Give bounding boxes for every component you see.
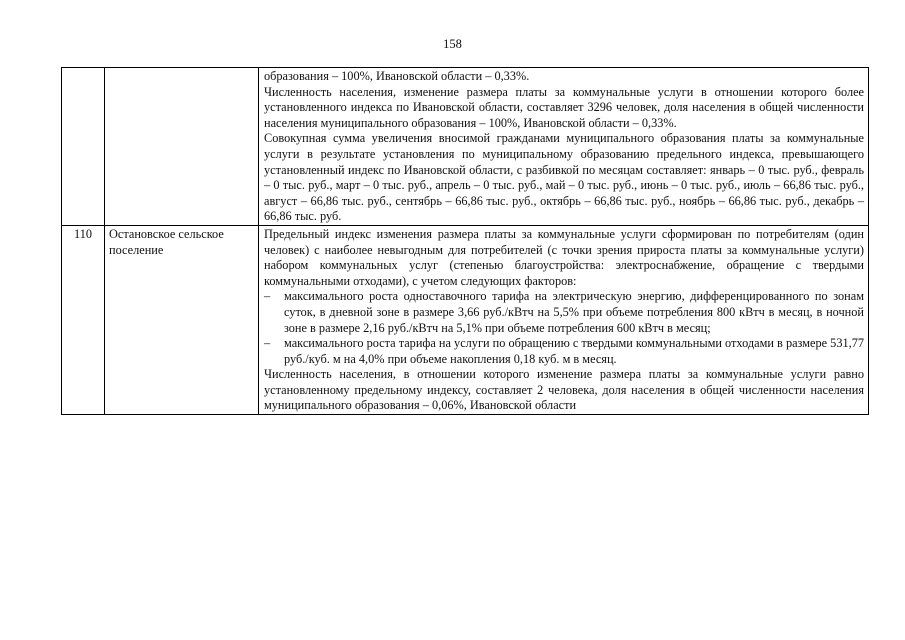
paragraph: образования – 100%, Ивановской области – 0,33%. (264, 69, 530, 83)
list-item-text: максимального роста тарифа на услуги по обращению с твердыми коммунальными отходами в размере 531,77 руб./куб. м на 4,0% при объеме накопления 0,18 куб. м в месяц. (284, 336, 864, 366)
row-number-cell (62, 68, 105, 226)
row-number-cell: 110 (62, 225, 105, 414)
municipality-name-cell: Остановское сельское поселение (105, 225, 259, 414)
dash-marker: – (264, 336, 271, 351)
dash-marker: – (264, 289, 271, 304)
intro-paragraph: Предельный индекс изменения размера платы за коммунальные услуги сформирован по потребителям (один человек) с наиболее невыгодным для потребителей (с точки зрения прироста платы за коммунальные услуги) набором коммунальных услуг (степенью благоустройства: электроснабжение, обращение с твердыми коммунальными отходами), с учетом следующих факторов: (264, 226, 864, 288)
list-item (264, 289, 864, 336)
list-item-text: максимального роста одноставочного тарифа на электрическую энергию, дифференцированного по зонам суток, в дневной зоне в размере 3,66 руб./кВтч на 5,5% при объеме потребления 800 кВтч в месяц, в ночной зоне в размере 2,16 руб./кВтч на 5,1% при объеме потребления 600 кВтч в месяц; (284, 289, 864, 335)
paragraph: Совокупная сумма увеличения вносимой гражданами муниципального образования платы за коммунальные услуги в результате установления по муниципальному образованию предельного индекса, превышающего установленный индекс по Ивановской области, с разбивкой по месяцам составляет: январь – 0 тыс. руб., февраль – 0 тыс. руб., март – 0 тыс. руб., апрель – 0 тыс. руб., май – 0 тыс. руб., июнь – 0 тыс. руб., июль – 66,86 тыс. руб., август – 66,86 тыс. руб., сентябрь – 66,86 тыс. руб., октябрь – 66,86 тыс. руб., ноябрь – 66,86 тыс. руб., декабрь – 66,86 тыс. руб. (264, 131, 864, 224)
municipal-index-table (61, 67, 869, 415)
factor-list (264, 289, 864, 367)
paragraph: Численность населения, изменение размера платы за коммунальные услуги в отношении которого более установленного индекса по Ивановской области, составляет 3296 человек, доля населения в общей численности населения муниципального образования – 100%, Ивановской области – 0,33%. (264, 84, 864, 130)
description-cell (259, 68, 869, 226)
list-item (264, 336, 864, 367)
page-number: 158 (443, 37, 462, 51)
table-row (62, 225, 869, 414)
municipality-name-cell (105, 68, 259, 226)
description-cell (259, 225, 869, 414)
closing-paragraph: Численность населения, в отношении которого изменение размера платы за коммунальные услуги равно установленному предельному индексу, составляет 2 человека, доля населения в общей численности населения муниципального образования – 0,06%, Ивановской области (264, 367, 864, 413)
table-row (62, 68, 869, 226)
